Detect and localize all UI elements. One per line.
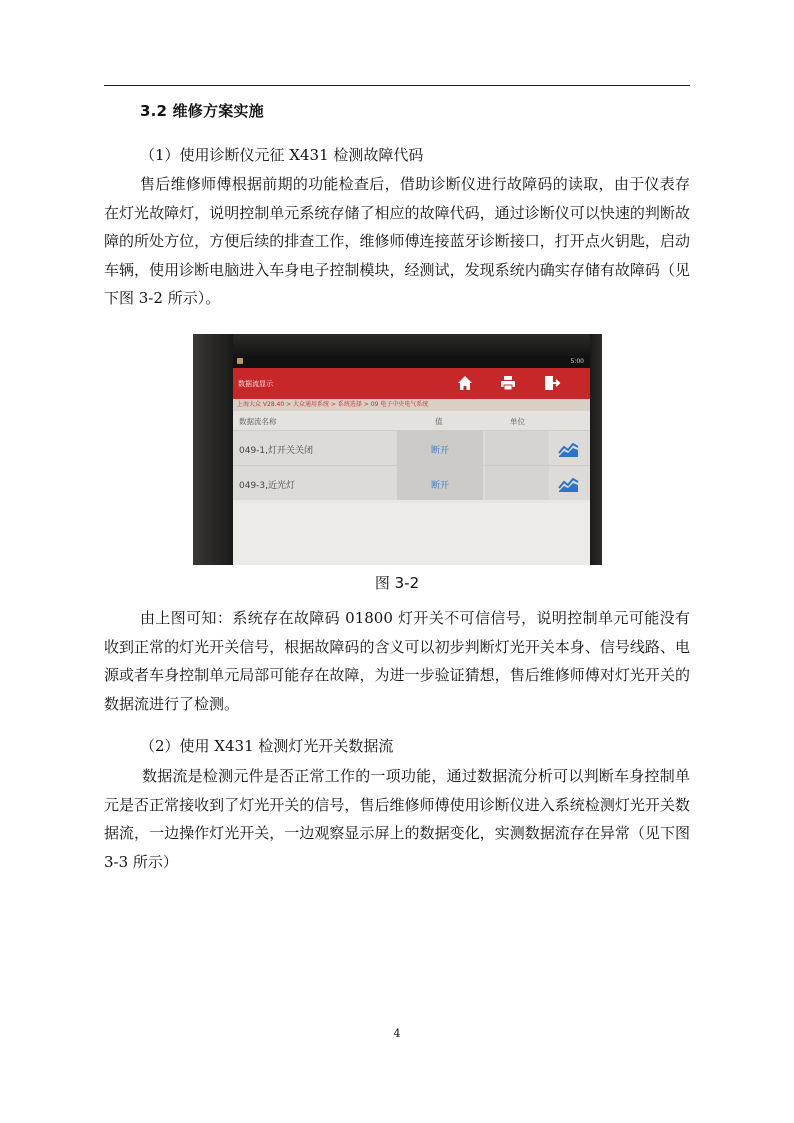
section-heading: 3.2 维修方案实施 xyxy=(140,102,264,120)
page-number: 4 xyxy=(393,1027,401,1040)
notification-icon xyxy=(237,358,243,364)
value-cell xyxy=(397,431,483,465)
tablet-screen xyxy=(233,356,590,565)
tablet-bezel-left xyxy=(193,334,233,565)
graph-icon[interactable] xyxy=(558,473,580,493)
step1-title: （1）使用诊断仪元征 X431 检测故障代码 xyxy=(140,146,424,164)
row-name: 049-3,近光灯 xyxy=(239,481,296,491)
figure-caption: 图 3-2 xyxy=(374,574,420,592)
paragraph-2: 由上图可知：系统存在故障码 01800 灯开关不可信信号，说明控制单元可能没有收到正常的灯光开关信号，根据故障码的含义可以初步判断灯光开关本身、信号线路、电源或者车身控制单元局部可能存在故障，为进一步验证猜想，售后维修师傅对灯光开关的数据流进行了检测。 xyxy=(104,609,690,713)
screen-empty-area xyxy=(233,503,590,565)
screen-title: 数据流显示 xyxy=(238,380,273,388)
table-row[interactable] xyxy=(233,430,590,465)
print-icon[interactable] xyxy=(497,372,519,394)
unit-cell xyxy=(485,431,549,465)
breadcrumb: 上海大众 V28.40 > 大众通用系统 > 系统选择 > 09 电子中央电气系统 xyxy=(233,399,590,411)
column-header-value: 值 xyxy=(435,417,443,426)
tablet-bezel xyxy=(193,334,602,356)
header-rule xyxy=(104,85,690,86)
home-icon[interactable] xyxy=(454,372,476,394)
table-row[interactable] xyxy=(233,465,590,500)
app-bar xyxy=(233,368,590,399)
unit-cell xyxy=(485,466,549,500)
status-time: 5:00 xyxy=(570,358,584,365)
status-bar xyxy=(233,356,590,368)
step2-title: （2）使用 X431 检测灯光开关数据流 xyxy=(140,737,394,755)
column-header-unit: 单位 xyxy=(510,417,525,426)
table-header xyxy=(233,411,590,430)
tablet-bezel-right xyxy=(590,334,602,565)
value-cell xyxy=(397,466,483,500)
row-value: 断开 xyxy=(430,446,449,456)
graph-icon[interactable] xyxy=(558,438,580,458)
paragraph-1: 售后维修师傅根据前期的功能检查后，借助诊断仪进行故障码的读取，由于仪表存在灯光故障灯，说明控制单元系统存储了相应的故障代码，通过诊断仪可以快速的判断故障的所处方位，方便后续的排查工作，维修师傅连接蓝牙诊断接口，打开点火钥匙，启动车辆，使用诊断电脑进入车身电子控制模块，经测试，发现系统内确实存储有故障码（见下图 3-2 所示）。 xyxy=(104,175,690,307)
diagnostic-tablet-photo xyxy=(193,334,602,565)
paragraph-3: 数据流是检测元件是否正常工作的一项功能，通过数据流分析可以判断车身控制单元是否正常接收到了灯光开关的信号，售后维修师傅使用诊断仪进入系统检测灯光开关数据流，一边操作灯光开关，一边观察显示屏上的数据变化，实测数据流存在异常（见下图 3-3 所示） xyxy=(104,767,690,871)
row-name: 049-1,灯开关关闭 xyxy=(239,446,314,456)
exit-icon[interactable] xyxy=(540,372,562,394)
column-header-name: 数据流名称 xyxy=(239,417,277,426)
row-value: 断开 xyxy=(430,481,449,491)
